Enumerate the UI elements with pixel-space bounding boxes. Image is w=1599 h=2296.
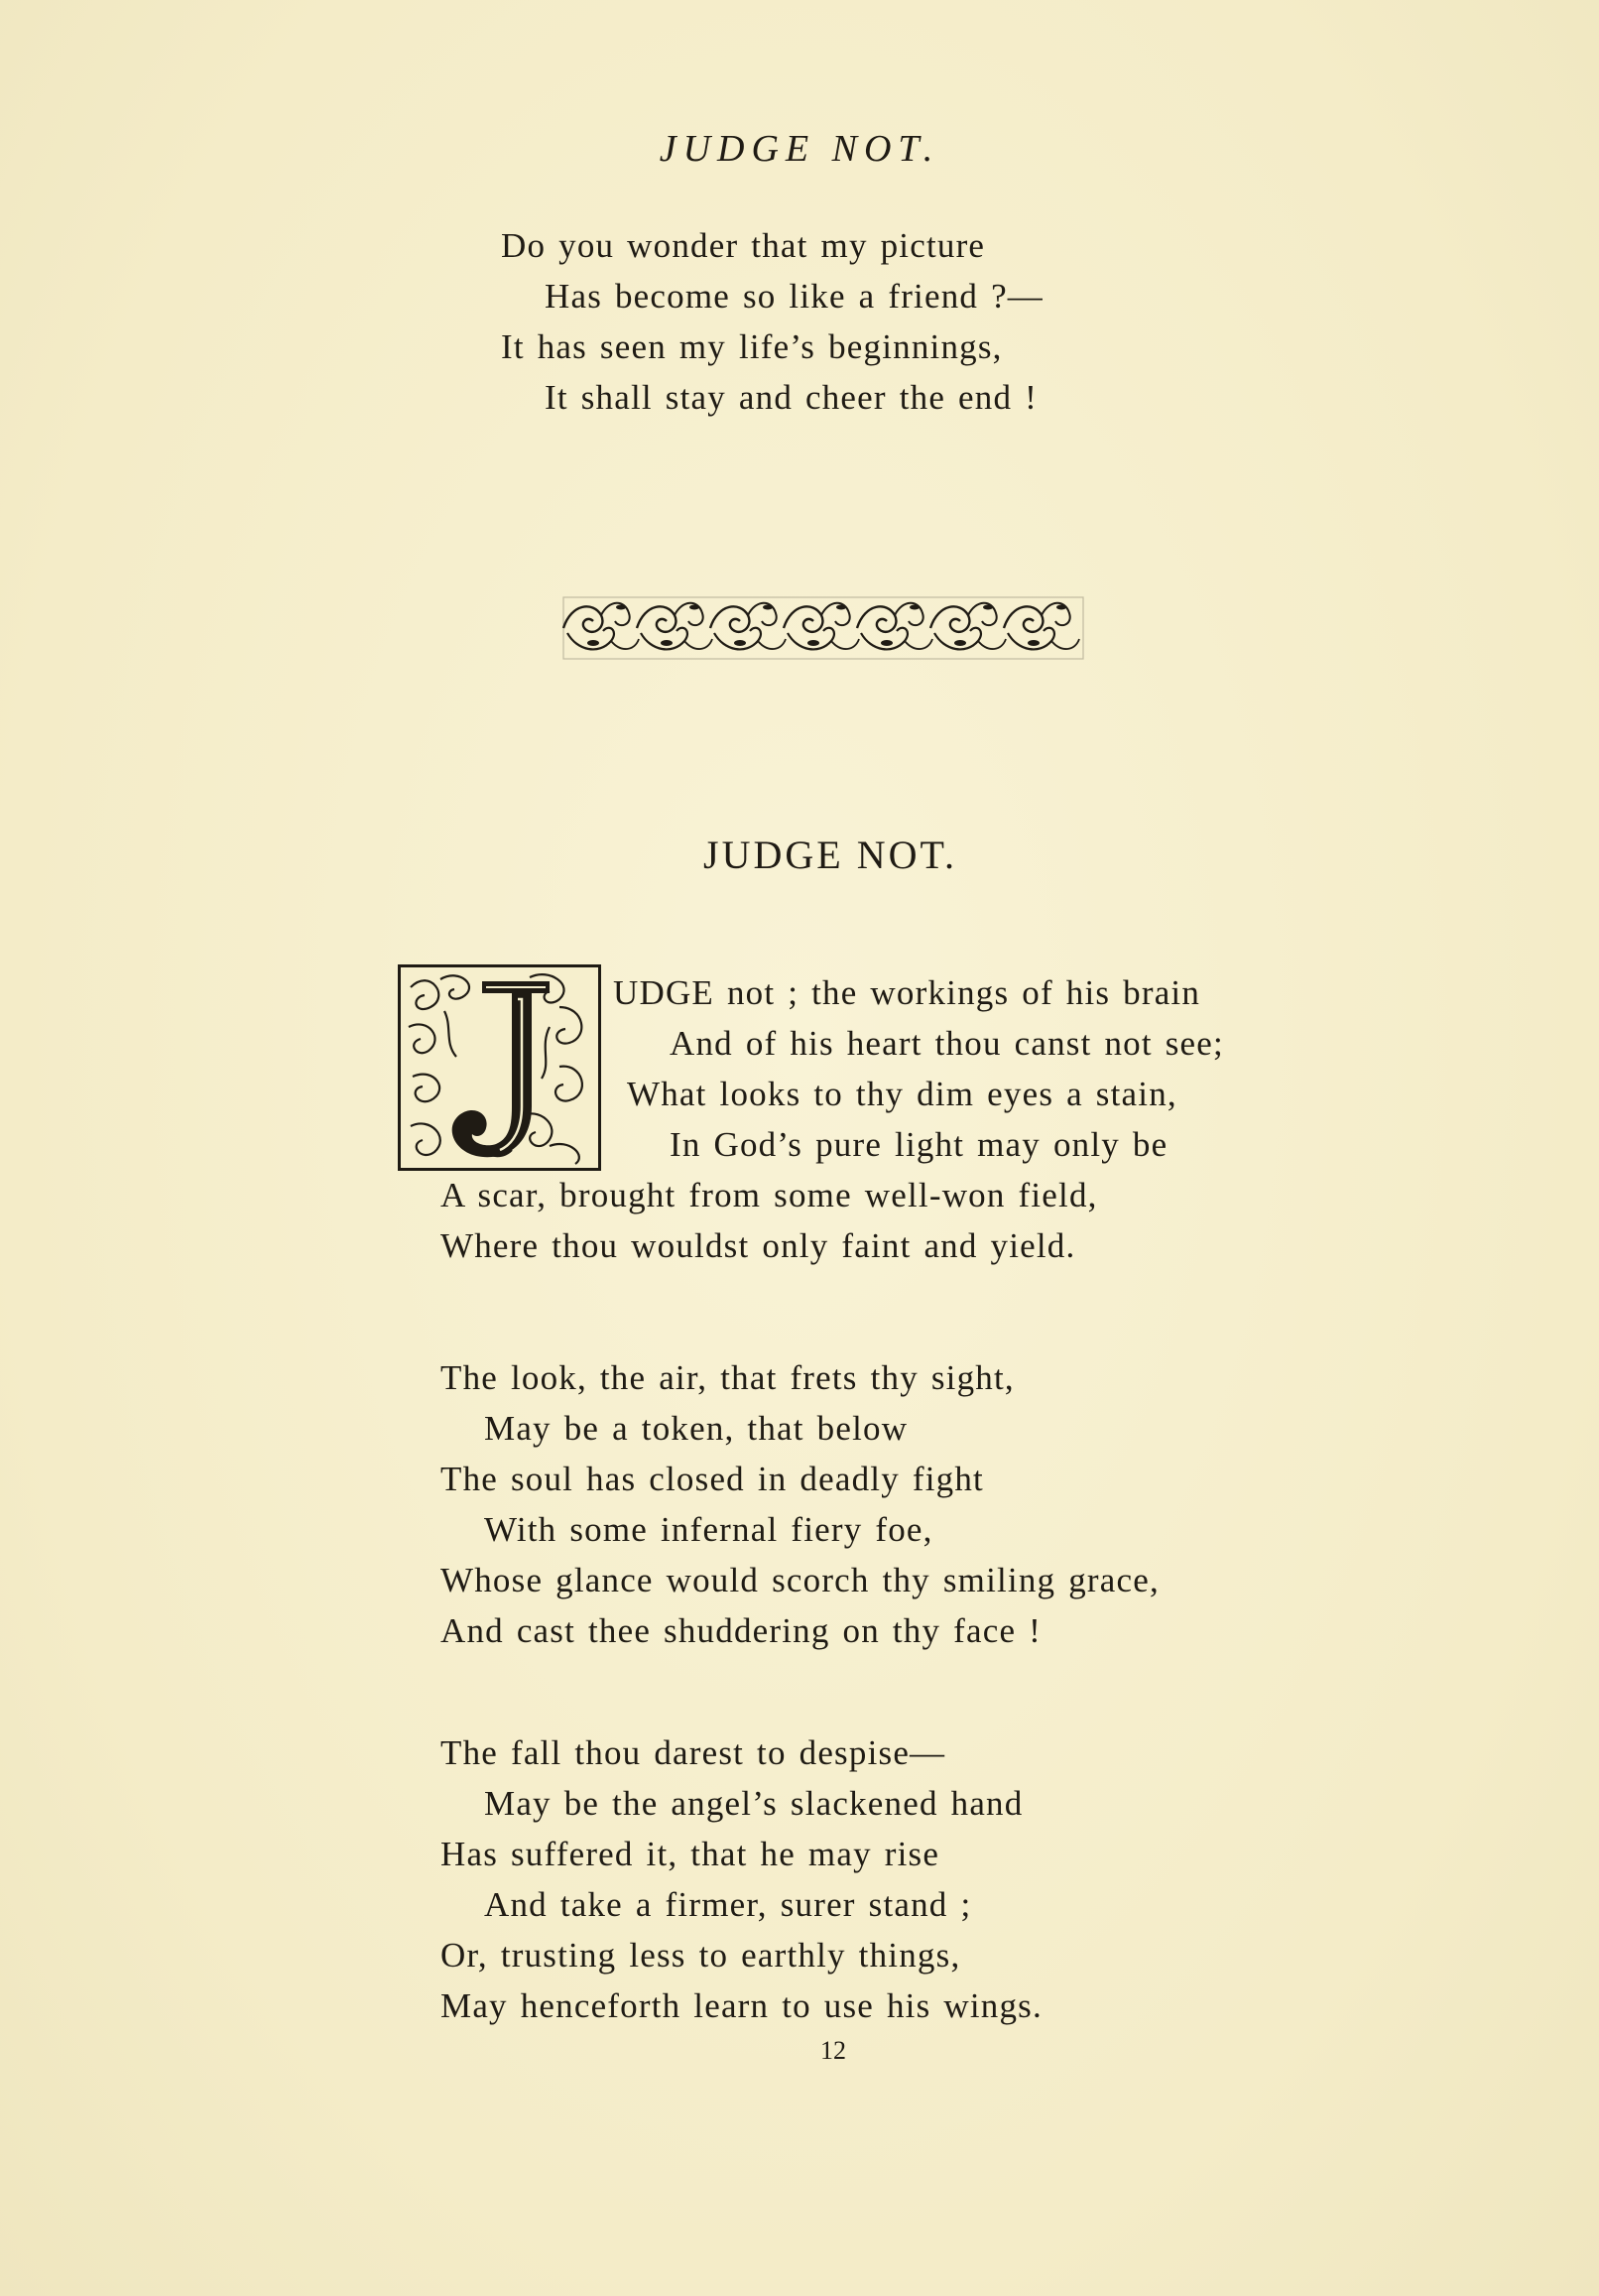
poem-title: JUDGE NOT. [703, 832, 957, 877]
verse-line: The soul has closed in deadly fight [440, 1460, 984, 1498]
verse-line: And take a firmer, surer stand ; [484, 1885, 972, 1924]
stanza-3 [440, 1727, 1043, 2031]
stanza-2 [440, 1352, 1160, 1656]
verse-line: It shall stay and cheer the end ! [545, 378, 1038, 417]
previous-poem-stanza [501, 220, 1044, 423]
verse-line: Whose glance would scorch thy smiling grace, [440, 1561, 1160, 1599]
verse-line: Where thou wouldst only faint and yield. [440, 1226, 1076, 1265]
verse-line: Or, trusting less to earthly things, [440, 1936, 961, 1975]
stanza-1-opening [613, 967, 1224, 1170]
running-head: JUDGE NOT. [659, 128, 940, 170]
verse-line: May henceforth learn to use his wings. [440, 1986, 1043, 2025]
verse-line: And cast thee shuddering on thy face ! [440, 1611, 1043, 1650]
decorative-ornament-icon [561, 593, 1085, 663]
verse-line: In God’s pure light may only be [670, 1125, 1168, 1164]
verse-line: Has become so like a friend ?— [545, 277, 1045, 316]
verse-line: The fall thou darest to despise— [440, 1733, 946, 1772]
verse-line: UDGE not ; the workings of his brain [613, 973, 1201, 1012]
verse-line: Has suffered it, that he may rise [440, 1835, 940, 1873]
verse-line: It has seen my life’s beginnings, [501, 327, 1003, 366]
verse-line: With some infernal fiery foe, [484, 1510, 933, 1549]
stanza-1-closing [440, 1170, 1098, 1271]
verse-line: And of his heart thou canst not see; [670, 1024, 1224, 1063]
drop-cap-letter-icon [401, 967, 598, 1168]
verse-line: Do you wonder that my picture [501, 226, 986, 265]
verse-line: What looks to thy dim eyes a stain, [627, 1075, 1177, 1113]
verse-line: May be the angel’s slackened hand [484, 1784, 1024, 1823]
verse-line: The look, the air, that frets thy sight, [440, 1358, 1015, 1397]
page-number: 12 [820, 2036, 846, 2065]
verse-line: A scar, brought from some well-won field, [440, 1176, 1098, 1214]
verse-line: May be a token, that below [484, 1409, 909, 1448]
drop-cap [398, 964, 601, 1171]
